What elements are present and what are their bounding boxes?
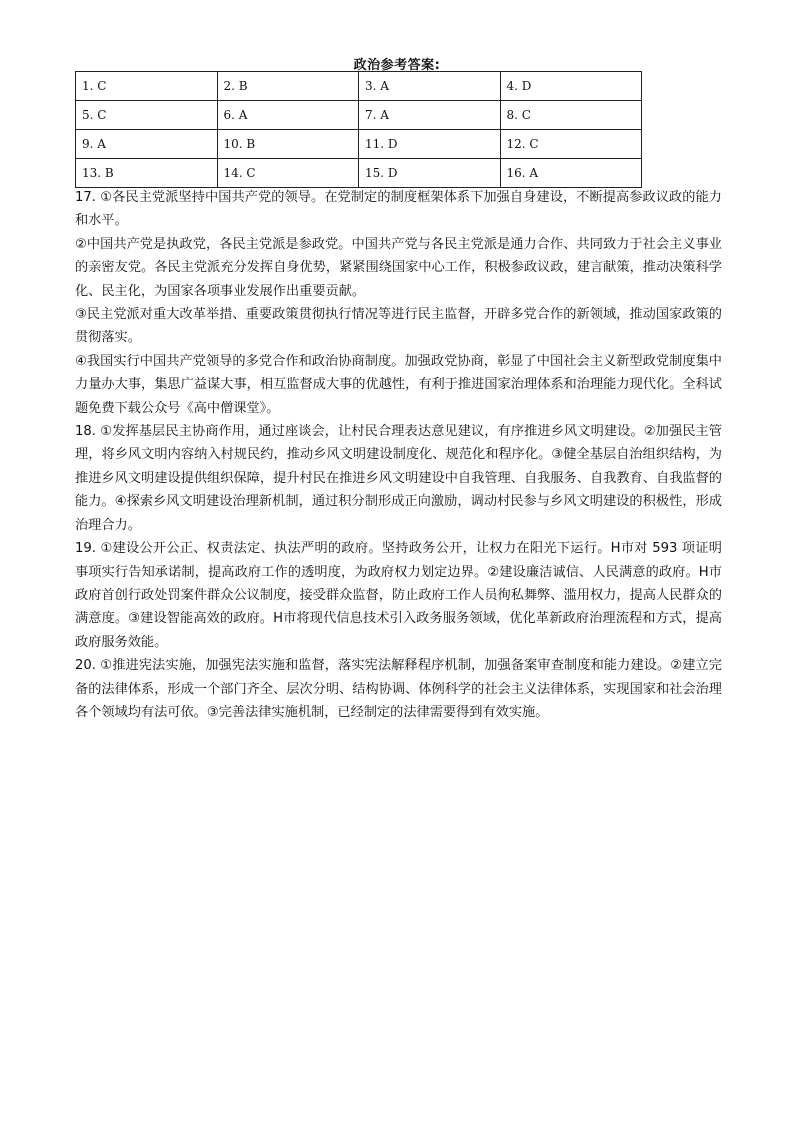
answer-cell: 5. C [76, 101, 218, 130]
answer-cell: 1. C [76, 72, 218, 101]
answer-cell: 14. C [217, 159, 359, 188]
answer-cell: 11. D [359, 130, 501, 159]
table-row [76, 130, 642, 159]
answer-cell: 6. A [217, 101, 359, 130]
answer-cell: 7. A [359, 101, 501, 130]
answer-19: 19. ①建设公开公正、权责法定、执法严明的政府。坚持政务公开，让权力在阳光下运行。H市对 593 项证明事项实行告知承诺制，提高政府工作的透明度，为政府权力划定边界。②建设廉洁诚信、人民满意的政府。H市政府首创行政处罚案件群众公议制度，接受群众监督，防止政府工作人员徇私舞弊、滥用权力，提高人民群众的满意度。③建设智能高效的政府。H市将现代信息技术引入政务服务领域，优化革新政府治理流程和方式，提高政府服务效能。 [75, 541, 722, 650]
answer-20: 20. ①推进宪法实施，加强宪法实施和监督，落实宪法解释程序机制，加强备案审查制度和能力建设。②建立完备的法律体系，形成一个部门齐全、层次分明、结构协调、体例科学的社会主义法律体系，实现国家和社会治理各个领域均有法可依。③完善法律实施机制，已经制定的法律需要得到有效实施。 [75, 658, 722, 720]
answer-17-point-1: 17. ①各民主党派坚持中国共产党的领导。在党制定的制度框架体系下加强自身建设，不断提高参政议政的能力和水平。 [75, 190, 722, 229]
answer-explanations [75, 186, 722, 724]
answer-cell: 16. A [500, 159, 642, 188]
answer-key-table [75, 71, 642, 188]
answer-cell: 3. A [359, 72, 501, 101]
answer-cell: 8. C [500, 101, 642, 130]
answer-17-point-3: ③民主党派对重大改革举措、重要政策贯彻执行情况等进行民主监督，开辟多党合作的新领域，推动国家政策的贯彻落实。 [75, 307, 722, 346]
answer-cell: 2. B [217, 72, 359, 101]
answer-18: 18. ①发挥基层民主协商作用，通过座谈会，让村民合理表达意见建议，有序推进乡风文明建设。②加强民主管理，将乡风文明内容纳入村规民约，推动乡风文明建设制度化、规范化和程序化。③健全基层自治组织结构，为推进乡风文明建设提供组织保障，提升村民在推进乡风文明建设中自我管理、自我服务、自我教育、自我监督的能力。④探索乡风文明建设治理新机制，通过积分制形成正向激励，调动村民参与乡风文明建设的积极性，形成治理合力。 [75, 424, 722, 533]
table-row [76, 101, 642, 130]
answer-cell: 9. A [76, 130, 218, 159]
answer-cell: 15. D [359, 159, 501, 188]
answer-cell: 12. C [500, 130, 642, 159]
table-row [76, 72, 642, 101]
answer-cell: 10. B [217, 130, 359, 159]
answer-17-point-4: ④我国实行中国共产党领导的多党合作和政治协商制度。加强政党协商，彰显了中国社会主义新型政党制度集中力量办大事，集思广益谋大事，相互监督成大事的优越性，有利于推进国家治理体系和治理能力现代化。全科试题免费下载公众号《高中僧课堂》。 [75, 353, 722, 416]
table-row [76, 159, 642, 188]
answer-cell: 4. D [500, 72, 642, 101]
page-title: 政治参考答案: [353, 58, 441, 73]
answer-17-point-2: ②中国共产党是执政党，各民主党派是参政党。中国共产党与各民主党派是通力合作、共同致力于社会主义事业的亲密友党。各民主党派充分发挥自身优势，紧紧围绕国家中心工作，积极参政议政，建言献策，推动决策科学化、民主化，为国家各项事业发展作出重要贡献。 [75, 236, 722, 299]
answer-cell: 13. B [76, 159, 218, 188]
